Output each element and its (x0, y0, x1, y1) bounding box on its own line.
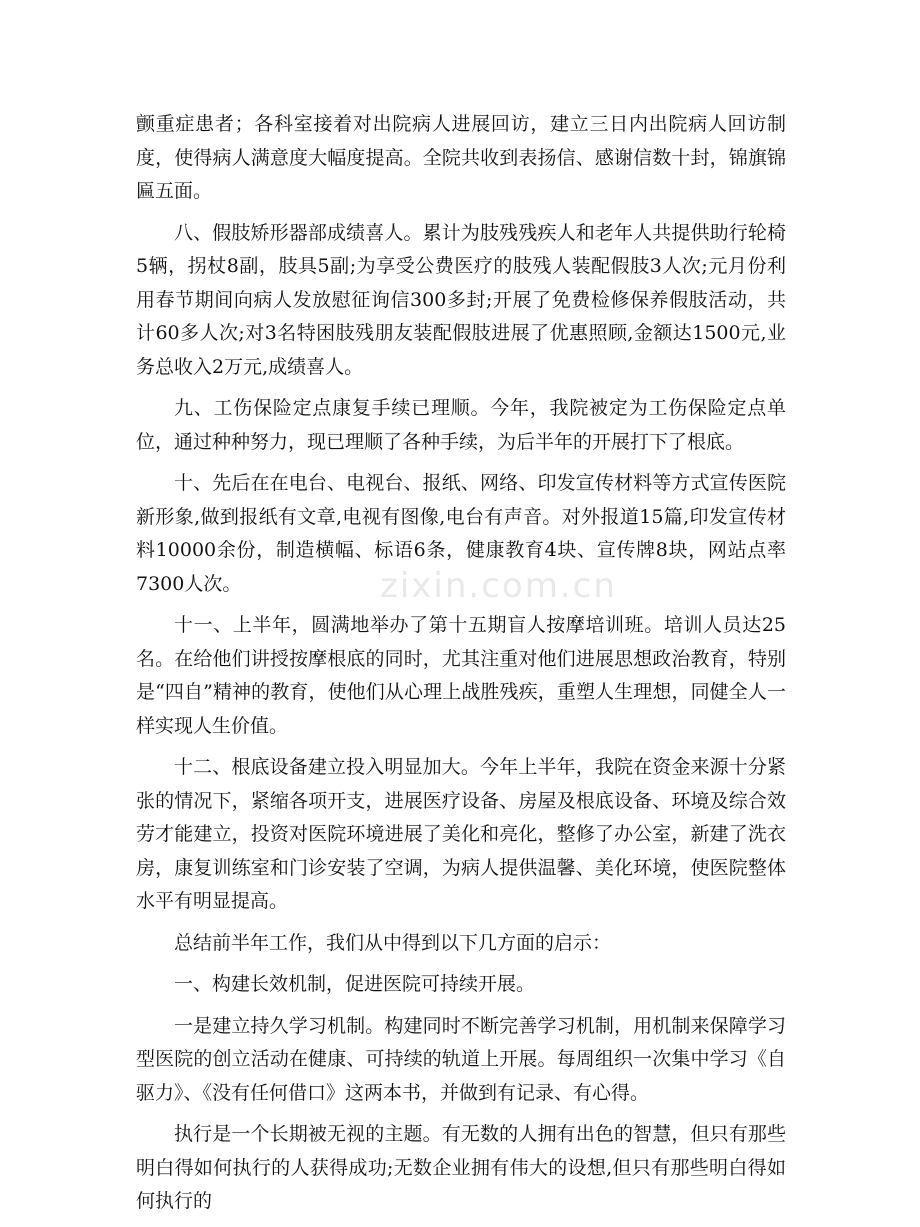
paragraph-3: 九、工伤保险定点康复手续已理顺。今年，我院被定为工伤保险定点单位，通过种种努力，现已理顺了各种手续，为后半年的开展打下了根底。 (136, 397, 786, 453)
paragraph-10: 执行是一个长期被无视的主题。有无数的人拥有出色的智慧，但只有那些明白得如何执行的人获得成功;无数企业拥有伟大的设想,但只有那些明白得如何执行的 (136, 1123, 786, 1212)
paragraph-2: 八、假肢矫形器部成绩喜人。累计为肢残残疾人和老年人共提供助行轮椅5辆，拐杖8副，肢具5副;为享受公费医疗的肢残人装配假肢3人次;元月份利用春节期间向病人发放慰征询信300多封;开展了免费检修保养假肢活动，共计60多人次;对3名特困肢残朋友装配假肢进展了优惠照顾,金额达1500元,业务总收入2万元,成绩喜人。 (136, 221, 786, 378)
paragraph-4: 十、先后在在电台、电视台、报纸、网络、印发宣传材料等方式宣传医院新形象,做到报纸有文章,电视有图像,电台有声音。对外报道15篇,印发宣传材料10000余份，制造横幅、标语6条，健康教育4块、宣传牌8块，网站点率7300人次。 (136, 472, 786, 595)
paragraph-7: 总结前半年工作，我们从中得到以下几方面的启示： (174, 931, 612, 954)
paragraph-1: 颤重症患者；各科室接着对出院病人进展回访，建立三日内出院病人回访制度，使得病人满意度大幅度提高。全院共收到表扬信、感谢信数十封，锦旗锦匾五面。 (136, 113, 786, 202)
watermark: zixin.com.cn (380, 566, 617, 606)
paragraph-8: 一、构建长效机制，促进医院可持续开展。 (174, 973, 536, 995)
document-page (136, 108, 786, 1227)
paragraph-9: 一是建立持久学习机制。构建同时不断完善学习机制，用机制来保障学习型医院的创立活动在健康、可持续的轨道上开展。每周组织一次集中学习《自驱力》、《没有任何借口》这两本书，并做到有记录、有心得。 (136, 1014, 786, 1104)
paragraph-6: 十二、根底设备建立投入明显加大。今年上半年，我院在资金来源十分紧张的情况下，紧缩各项开支，进展医疗设备、房屋及根底设备、环境及综合效劳才能建立，投资对医院环境进展了美化和亮化，整修了办公室，新建了洗衣房，康复训练室和门诊安装了空调，为病人提供温馨、美化环境，使医院整体水平有明显提高。 (136, 756, 786, 912)
paragraph-5: 十一、上半年，圆满地举办了第十五期盲人按摩培训班。培训人员达25名。在给他们讲授按摩根底的同时，尤其注重对他们进展思想政治教育，特别是“四自”精神的教育，使他们从心理上战胜残疾，重塑人生理想，同健全人一样实现人生价值。 (136, 614, 786, 737)
